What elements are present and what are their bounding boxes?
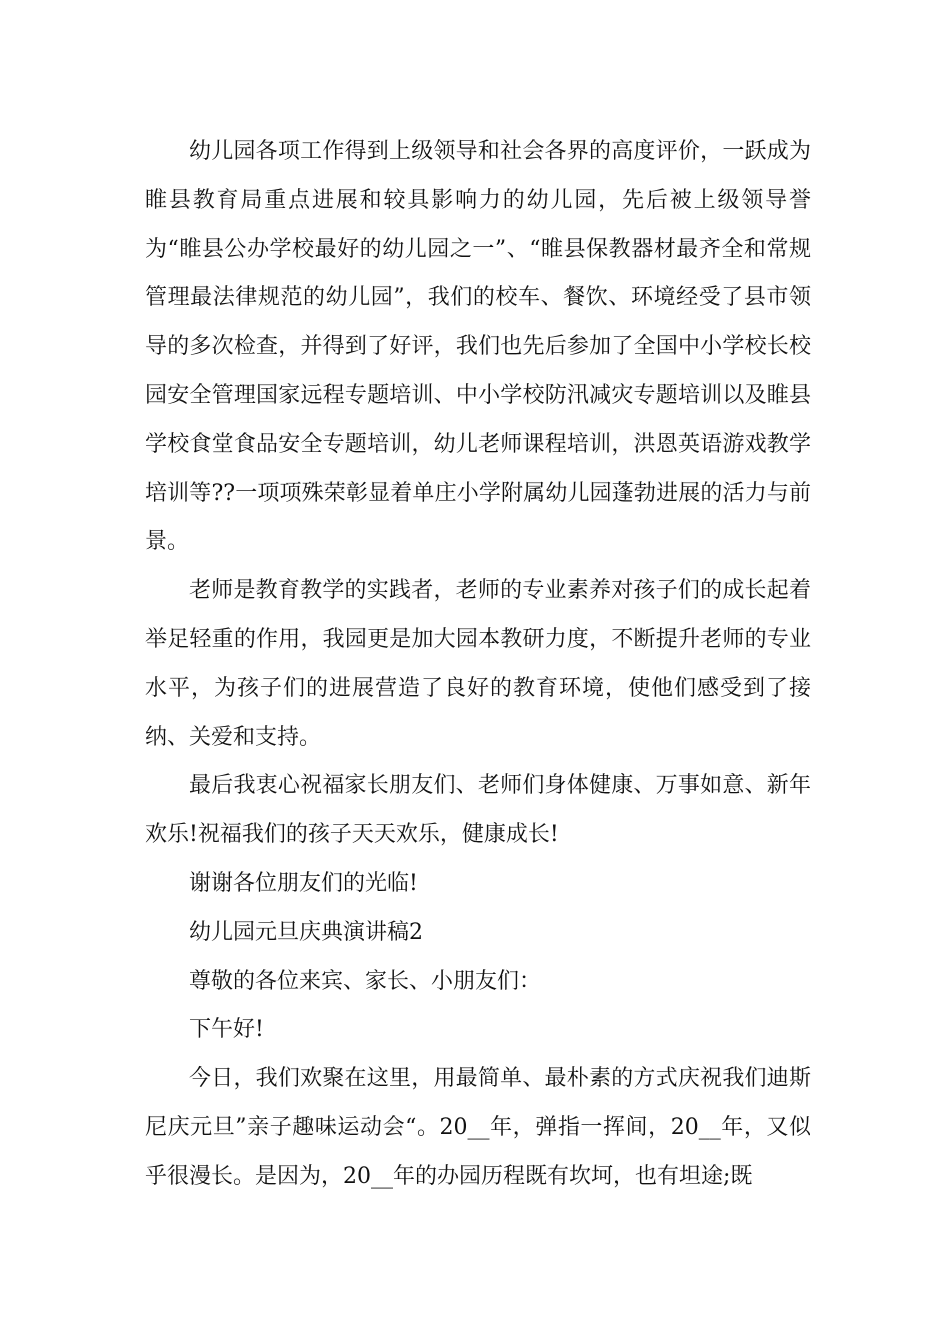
paragraph-opening: 今日，我们欢聚在这里，用最简单、最朴素的方式庆祝我们迪斯尼庆元旦”亲子趣味运动会“。20__年，弹指一挥间，20__年，又似乎很漫长。是因为，20__年的办园历程既有坎坷，也有坦途;既 [145,1066,811,1189]
paragraph-teachers: 老师是教育教学的实践者，老师的专业素养对孩子们的成长起着举足轻重的作用，我园更是加大园本教研力度，不断提升老师的专业水平，为孩子们的进展营造了良好的教育环境，使他们感受到了接纳、关爱和支持。 [145,578,811,750]
paragraph-thanks: 谢谢各位朋友们的光临! [189,870,418,896]
document-body [145,128,811,1202]
paragraph-greeting: 下午好! [189,1017,264,1043]
section-heading: 幼儿园元旦庆典演讲稿2 [189,919,423,945]
paragraph-salutation: 尊敬的各位来宾、家长、小朋友们： [189,968,542,994]
paragraph-kindergarten-achievements: 幼儿园各项工作得到上级领导和社会各界的高度评价，一跃成为睢县教育局重点进展和较具影响力的幼儿园，先后被上级领导誉为“睢县公办学校最好的幼儿园之一”、“睢县保教器材最齐全和常规管理最法律规范的幼儿园”，我们的校车、餐饮、环境经受了县市领导的多次检查，并得到了好评，我们也先后参加了全国中小学校长校园安全管理国家远程专题培训、中小学校防汛减灾专题培训以及睢县学校食堂食品安全专题培训，幼儿老师课程培训，洪恩英语游戏教学培训等??一项项殊荣彰显着单庄小学附属幼儿园蓬勃进展的活力与前景。 [145,139,811,555]
paragraph-blessings: 最后我衷心祝福家长朋友们、老师们身体健康、万事如意、新年欢乐!祝福我们的孩子天天欢乐，健康成长! [145,773,811,848]
